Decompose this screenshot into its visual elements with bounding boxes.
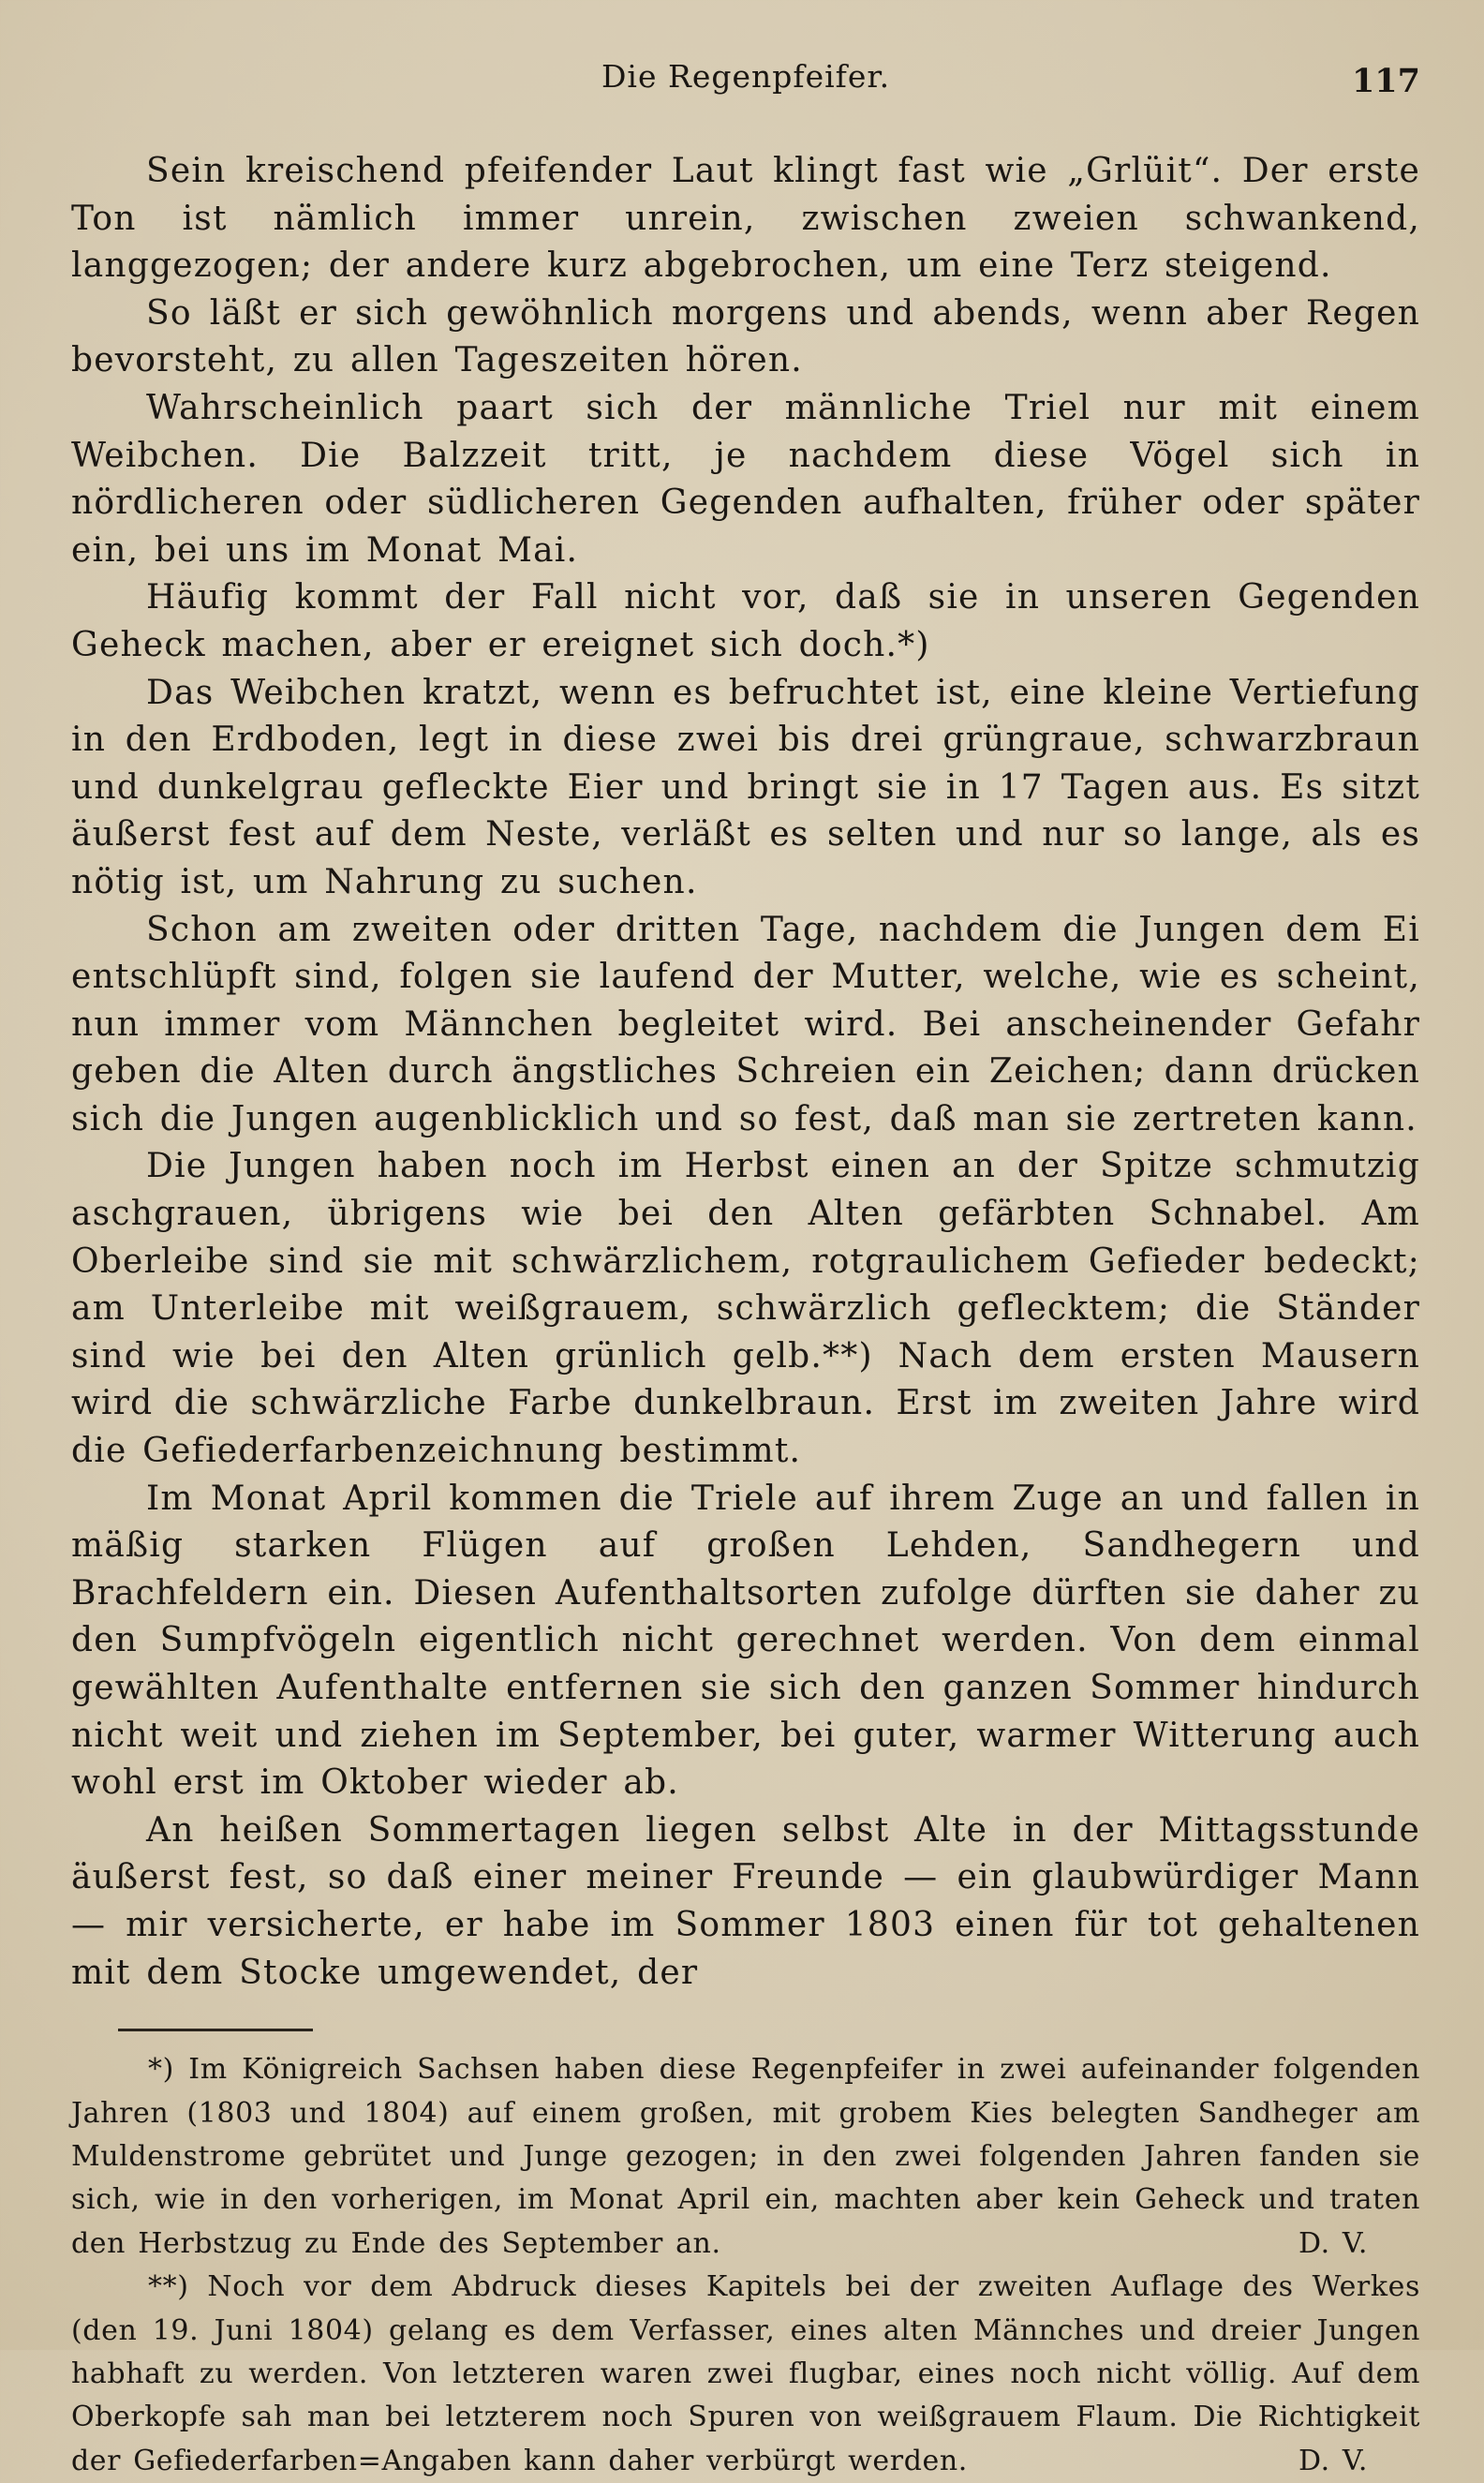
footnote-signature: D. V. bbox=[1298, 2226, 1368, 2260]
footnote bbox=[71, 2048, 1420, 2266]
paragraph: So läßt er sich gewöhnlich morgens und abends, wenn aber Regen bevorsteht, zu allen Tageszeiten hören. bbox=[71, 293, 1420, 380]
footnote-text: *) Im Königreich Sachsen haben diese Regenpfeifer in zwei aufeinander folgenden Jahren (1803 und 1804) auf einem großen, mit grobem Kies belegten Sandheger am Muldenstrome gebrütet und Junge gezogen; in den zwei folgenden Jahren fanden sie sich, wie in den vorherigen, im Monat April ein, machten aber kein Geheck und traten den Herbstzug zu Ende des September an. bbox=[71, 2053, 1420, 2260]
footnotes bbox=[71, 2048, 1420, 2483]
footnote-signature: D. V. bbox=[1298, 2444, 1368, 2477]
paragraph: Die Jungen haben noch im Herbst einen an der Spitze schmutzig aschgrauen, übrigens wie bei den Alten gefärbten Schnabel. Am Oberleibe sind sie mit schwärzlichem, rotgraulichem Gefieder bedeckt; am Unterleibe mit weißgrauem, schwärzlich geflecktem; die Ständer sind wie bei den Alten grünlich gelb.**) Nach dem ersten Mausern wird die schwärzliche Farbe dunkelbraun. Erst im zweiten Jahre wird die Gefiederfarbenzeichnung bestimmt. bbox=[71, 1147, 1420, 1471]
footnote-divider bbox=[118, 2029, 313, 2031]
paragraph: Sein kreischend pfeifender Laut klingt fast wie „Grlüit“. Der erste Ton ist nämlich immer unrein, zwischen zweien schwankend, langgezogen; der andere kurz abgebrochen, um eine Terz steigend. bbox=[71, 152, 1420, 286]
paragraph: An heißen Sommertagen liegen selbst Alte in der Mittagsstunde äußerst fest, so daß einer meiner Freunde — ein glaubwürdiger Mann — mir versicherte, er habe im Sommer 1803 einen für tot gehaltenen mit dem Stocke umgewendet, der bbox=[71, 1810, 1420, 1992]
paragraph: Schon am zweiten oder dritten Tage, nachdem die Jungen dem Ei entschlüpft sind, folgen sie laufend der Mutter, welche, wie es scheint, nun immer vom Männchen begleitet wird. Bei anscheinender Gefahr geben die Alten durch ängstliches Schreien ein Zeichen; dann drücken sich die Jungen augenblicklich und so fest, daß man sie zertreten kann. bbox=[71, 910, 1420, 1138]
paragraph: Das Weibchen kratzt, wenn es befruchtet ist, eine kleine Vertiefung in den Erdboden, legt in diese zwei bis drei grüngraue, schwarzbraun und dunkelgrau gefleckte Eier und bringt sie in 17 Tagen aus. Es sitzt äußerst fest auf dem Neste, verläßt es selten und nur so lange, als es nötig ist, um Nahrung zu suchen. bbox=[71, 673, 1420, 901]
footnote-text: **) Noch vor dem Abdruck dieses Kapitels bei der zweiten Auflage des Werkes (den 19. Juni 1804) gelang es dem Verfasser, eines alten Männches und dreier Jungen habhaft zu werden. Von letzteren waren zwei flugbar, eines noch nicht völlig. Auf dem Oberkopfe sah man bei letzterem noch Spuren von weißgrauem Flaum. Die Richtigkeit der Gefiederfarben=Angaben kann daher verbürgt werden. bbox=[71, 2270, 1420, 2477]
page-header bbox=[71, 52, 1420, 109]
paragraph: Wahrscheinlich paart sich der männliche Triel nur mit einem Weibchen. Die Balzzeit tritt, je nachdem diese Vögel sich in nördlicheren oder südlicheren Gegenden aufhalten, früher oder später ein, bei uns im Monat Mai. bbox=[71, 388, 1420, 570]
running-head: Die Regenpfeifer. bbox=[601, 58, 891, 95]
body-text bbox=[71, 148, 1420, 1997]
page-number: 117 bbox=[1351, 62, 1420, 100]
paragraph: Häufig kommt der Fall nicht vor, daß sie in unseren Gegenden Geheck machen, aber er ereignet sich doch.*) bbox=[71, 578, 1420, 664]
paragraph: Im Monat April kommen die Triele auf ihrem Zuge an und fallen in mäßig starken Flügen auf großen Lehden, Sandhegern und Brachfeldern ein. Diesen Aufenthaltsorten zufolge dürften sie daher zu den Sumpfvögeln eigentlich nicht gerechnet werden. Von dem einmal gewählten Aufenthalte entfernen sie sich den ganzen Sommer hindurch nicht weit und ziehen im September, bei guter, warmer Witterung auch wohl erst im Oktober wieder ab. bbox=[71, 1479, 1420, 1803]
book-page bbox=[71, 52, 1420, 2483]
footnote bbox=[71, 2266, 1420, 2483]
